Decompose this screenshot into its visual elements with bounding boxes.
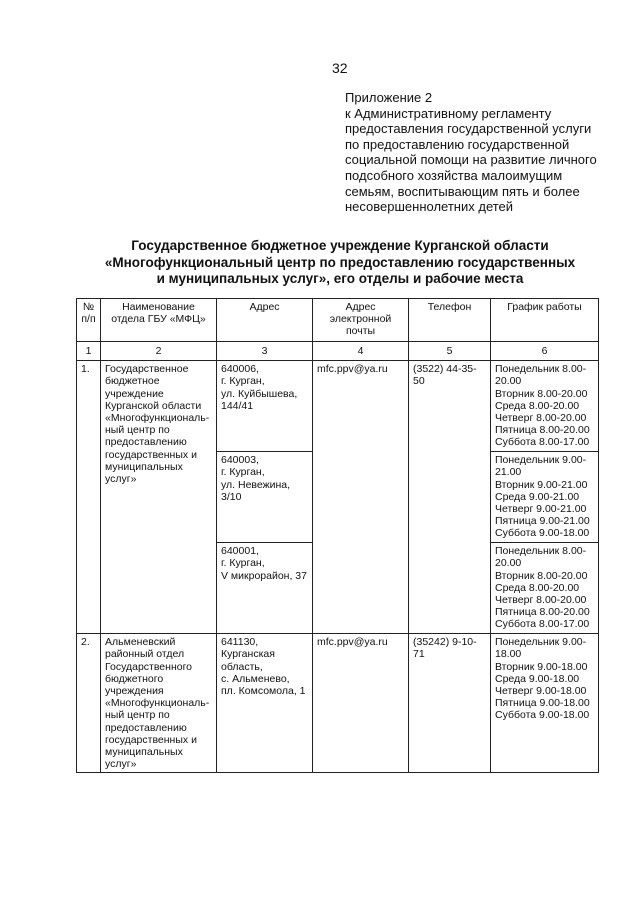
table-row [77,361,599,452]
header-address: Адрес [217,299,313,342]
col-number: 1 [77,342,101,361]
offices-table [76,298,599,773]
schedule-cell: Понедельник 9.00- 21.00 Вторник 9.00-21.00 Среда 9.00-21.00 Четверг 9.00-21.00 Пятница 9.00-21.00 Суббота 9.00-18.00 [491,452,599,543]
org-name: Государственное бюджетное учреждение Курганской области «Многофункциональ- ный центр по предоставлению государственных и муниципальных услуг» [101,361,217,634]
appendix-line: семьям, воспитывающим пять и более [345,183,580,199]
col-number: 2 [101,342,217,361]
address-cell: 640003, г. Курган, ул. Невежина, 3/10 [217,452,313,543]
schedule-cell: Понедельник 9.00- 18.00 Вторник 9.00-18.00 Среда 9.00-18.00 Четверг 9.00-18.00 Пятница 9.00-18.00 Суббота 9.00-18.00 [491,634,599,773]
schedule-cell: Понедельник 8.00- 20.00 Вторник 8.00-20.00 Среда 8.00-20.00 Четверг 8.00-20.00 Пятница 8.00-20.00 Суббота 8.00-17.00 [491,543,599,634]
org-name: Альменевский районный отдел Государственного бюджетного учреждения «Многофункциональ- ный центр по предоставлению государственных и муниципальных услуг» [101,634,217,773]
header-phone: Телефон [409,299,491,342]
table-row [77,634,599,773]
header-row [77,299,599,342]
appendix-block [345,90,615,215]
title-line: Государственное бюджетное учреждение Курганской области [131,238,549,253]
column-number-row [77,342,599,361]
address-cell: 640006, г. Курган, ул. Куйбышева, 144/41 [217,361,313,452]
appendix-line: по предоставлению государственной [345,136,570,152]
header-name: Наименование отдела ГБУ «МФЦ» [101,299,217,342]
header-email: Адрес электронной почты [313,299,409,342]
address-cell: 640001, г. Курган, V микрорайон, 37 [217,543,313,634]
header-num: № п/п [77,299,101,342]
appendix-line: Приложение 2 [345,90,433,105]
appendix-line: социальной помощи на развитие личного [345,152,597,168]
col-number: 3 [217,342,313,361]
title-line: «Многофункциональный центр по предоставлению государственных [104,254,576,270]
address-cell: 641130, Курганская область, с. Альменево, пл. Комсомола, 1 [217,634,313,773]
schedule-cell: Понедельник 8.00- 20.00 Вторник 8.00-20.00 Среда 8.00-20.00 Четверг 8.00-20.00 Пятница 8.00-20.00 Суббота 8.00-17.00 [491,361,599,452]
title-line: и муниципальных услуг», его отделы и рабочие места [156,271,524,286]
appendix-line: предоставления государственной услуги [345,121,592,137]
email-cell: mfc.ppv@ya.ru [313,361,409,634]
row-number: 1. [77,361,101,634]
col-number: 5 [409,342,491,361]
email-cell: mfc.ppv@ya.ru [313,634,409,773]
page-number: 32 [332,60,348,76]
appendix-line: несовершеннолетних детей [345,199,514,215]
col-number: 4 [313,342,409,361]
appendix-line: к Административному регламенту [345,105,552,121]
phone-cell: (35242) 9-10- 71 [409,634,491,773]
document-title [60,238,620,288]
appendix-line: подсобного хозяйства малоимущим [345,167,563,183]
header-schedule: График работы [491,299,599,342]
row-number: 2. [77,634,101,773]
col-number: 6 [491,342,599,361]
phone-cell: (3522) 44-35- 50 [409,361,491,634]
